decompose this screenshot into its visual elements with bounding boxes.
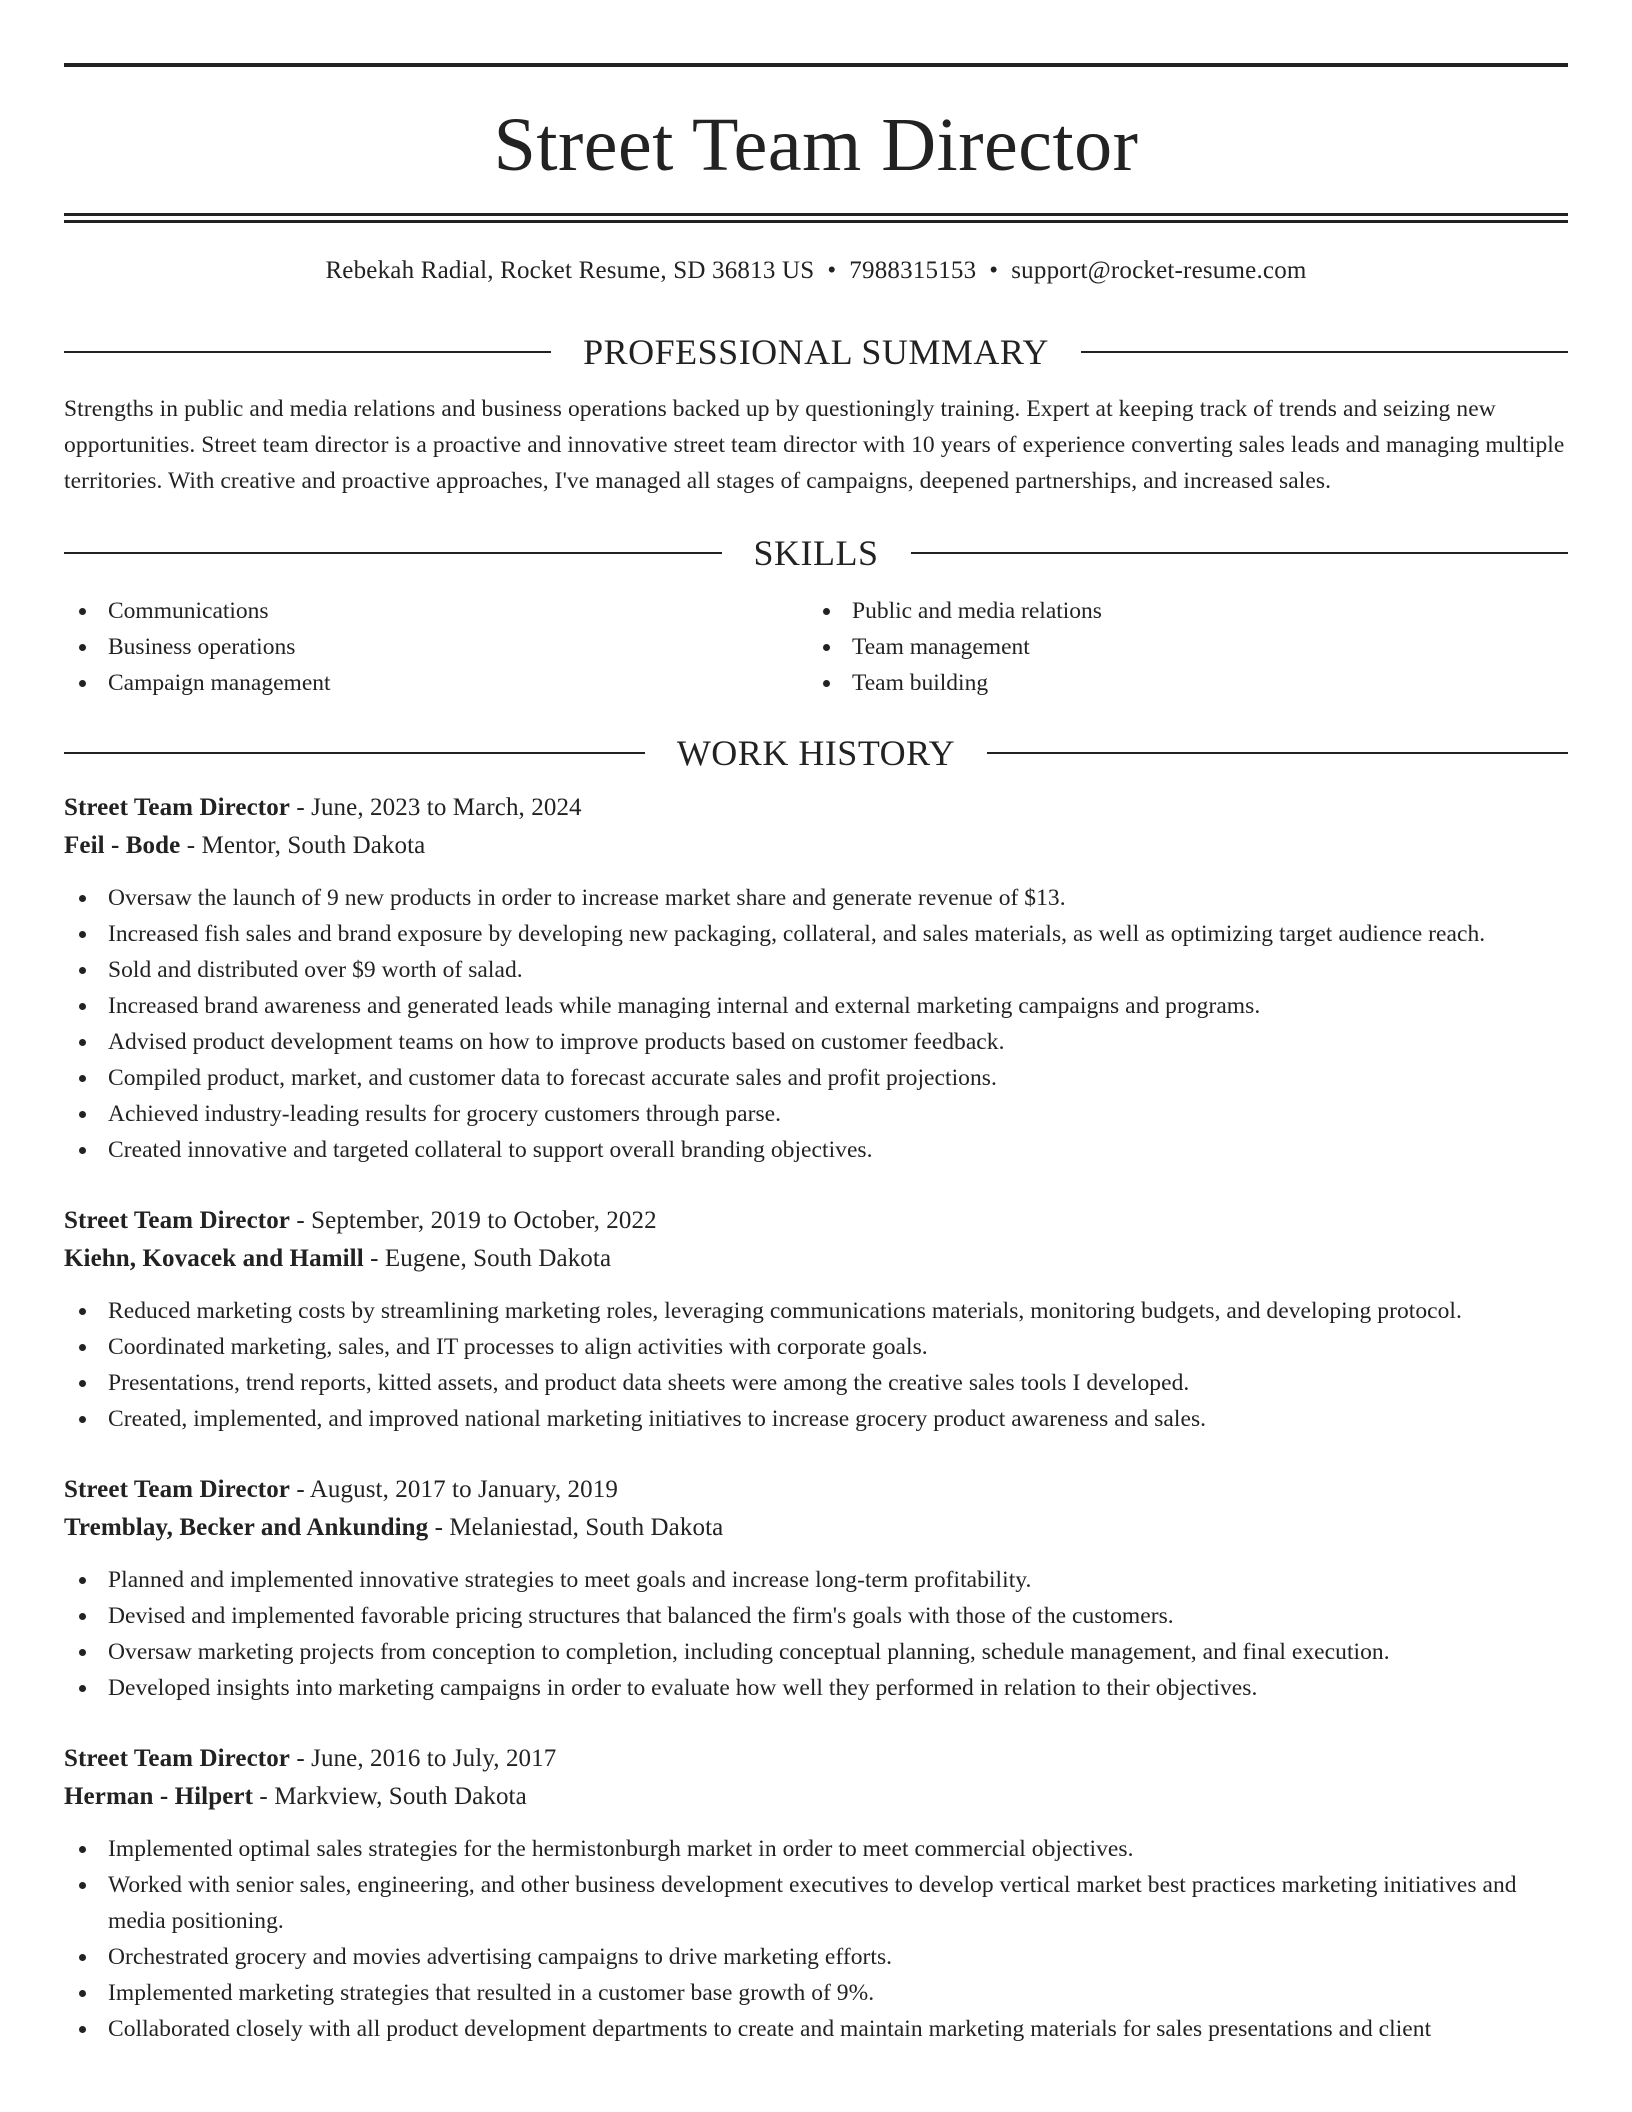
job-bullet: Coordinated marketing, sales, and IT processes to align activities with corporate goals. <box>64 1329 1568 1365</box>
job-bullet: Worked with senior sales, engineering, and other business development executives to develop vertical market best practices marketing initiatives and media positioning. <box>64 1867 1568 1939</box>
contact-phone: 7988315153 <box>849 257 977 284</box>
contact-separator: • <box>827 257 837 284</box>
job-bullet: Oversaw the launch of 9 new products in order to increase market share and generate revenue of $13. <box>64 880 1568 916</box>
skills-list <box>64 593 1568 701</box>
job-company-line <box>64 827 1568 865</box>
heading-rule-left <box>64 752 645 754</box>
job-title-line <box>64 1471 1568 1509</box>
job-bullet: Devised and implemented favorable pricing structures that balanced the firm's goals with those of the customers. <box>64 1598 1568 1634</box>
heading-rule-left <box>64 552 722 554</box>
heading-rule-right <box>1081 351 1568 353</box>
job-company-line <box>64 1778 1568 1816</box>
job-bullet: Reduced marketing costs by streamlining marketing roles, leveraging communications materials, monitoring budgets, and developing protocol. <box>64 1293 1568 1329</box>
title-double-rule <box>64 213 1568 223</box>
job-bullet: Implemented optimal sales strategies for the hermistonburgh market in order to meet commercial objectives. <box>64 1831 1568 1867</box>
skill-item: Communications <box>64 593 808 629</box>
resume-title: Street Team Director <box>493 103 1139 187</box>
job-entry <box>64 1202 1568 1437</box>
skill-item: Team management <box>808 629 1102 665</box>
contact-separator: • <box>989 257 999 284</box>
job-company: Tremblay, Becker and Ankunding <box>64 1514 429 1541</box>
job-company: Feil - Bode <box>64 832 181 859</box>
job-bullet: Collaborated closely with all product development departments to create and maintain marketing materials for sales presentations and client <box>64 2011 1568 2047</box>
professional-summary-text: Strengths in public and media relations and business operations backed up by questioningly training. Expert at keeping track of trends and seizing new opportunities. Street team director is a proactive and innovative street team director with 10 years of experience converting sales leads and managing multiple territories. With creative and proactive approaches, I've managed all stages of campaigns, deepened partnerships, and increased sales. <box>64 396 1565 494</box>
job-bullet: Implemented marketing strategies that resulted in a customer base growth of 9%. <box>64 1975 1568 2011</box>
job-dates: - June, 2016 to July, 2017 <box>290 1745 557 1772</box>
skill-item: Public and media relations <box>808 593 1102 629</box>
skills-column-left <box>64 593 808 701</box>
job-bullet: Created, implemented, and improved national marketing initiatives to increase grocery product awareness and sales. <box>64 1401 1568 1437</box>
job-bullet: Increased brand awareness and generated leads while managing internal and external marketing campaigns and programs. <box>64 988 1568 1024</box>
job-dates: - September, 2019 to October, 2022 <box>290 1207 657 1234</box>
job-bullet: Compiled product, market, and customer data to forecast accurate sales and profit projections. <box>64 1060 1568 1096</box>
job-title-line <box>64 789 1568 827</box>
job-role: Street Team Director <box>64 1476 290 1503</box>
section-heading-text: WORK HISTORY <box>676 733 956 773</box>
job-entry <box>64 1471 1568 1706</box>
job-location: - Mentor, South Dakota <box>180 832 426 859</box>
job-location: - Markview, South Dakota <box>253 1783 527 1810</box>
job-bullet: Orchestrated grocery and movies advertising campaigns to drive marketing efforts. <box>64 1939 1568 1975</box>
job-company: Kiehn, Kovacek and Hamill <box>64 1245 364 1272</box>
job-company: Herman - Hilpert <box>64 1783 254 1810</box>
job-role: Street Team Director <box>64 1745 290 1772</box>
job-dates: - June, 2023 to March, 2024 <box>290 794 582 821</box>
job-bullet: Presentations, trend reports, kitted assets, and product data sheets were among the creative sales tools I developed. <box>64 1365 1568 1401</box>
contact-email: support@rocket-resume.com <box>1011 257 1307 284</box>
job-bullet: Increased fish sales and brand exposure by developing new packaging, collateral, and sales materials, as well as optimizing target audience reach. <box>64 916 1568 952</box>
job-bullet: Oversaw marketing projects from conception to completion, including conceptual planning, schedule management, and final execution. <box>64 1634 1568 1670</box>
job-title-line <box>64 1740 1568 1778</box>
heading-rule-left <box>64 351 551 353</box>
section-heading-text: SKILLS <box>753 533 879 573</box>
job-location: - Melaniestad, South Dakota <box>428 1514 724 1541</box>
section-heading-work-history <box>64 733 1568 773</box>
top-rule <box>64 63 1568 67</box>
job-bullets <box>64 1831 1568 2047</box>
job-company-line <box>64 1509 1568 1547</box>
heading-rule-right <box>911 552 1569 554</box>
skill-item: Campaign management <box>64 665 808 701</box>
job-entry <box>64 1740 1568 2047</box>
job-bullets <box>64 1562 1568 1706</box>
job-location: - Eugene, South Dakota <box>363 1245 612 1272</box>
job-dates: - August, 2017 to January, 2019 <box>290 1476 618 1503</box>
contact-address: Rebekah Radial, Rocket Resume, SD 36813 US <box>325 257 815 284</box>
section-heading-skills <box>64 533 1568 573</box>
section-heading-summary <box>64 332 1568 372</box>
contact-line <box>64 256 1568 286</box>
heading-rule-right <box>987 752 1568 754</box>
skill-item: Business operations <box>64 629 808 665</box>
job-title-line <box>64 1202 1568 1240</box>
job-bullet: Developed insights into marketing campaigns in order to evaluate how well they performed in relation to their objectives. <box>64 1670 1568 1706</box>
job-company-line <box>64 1240 1568 1278</box>
job-bullet: Advised product development teams on how to improve products based on customer feedback. <box>64 1024 1568 1060</box>
job-bullets <box>64 880 1568 1168</box>
skill-item: Team building <box>808 665 1102 701</box>
job-role: Street Team Director <box>64 794 290 821</box>
job-role: Street Team Director <box>64 1207 290 1234</box>
job-bullets <box>64 1293 1568 1437</box>
job-entry <box>64 789 1568 1168</box>
skills-column-right <box>808 593 1102 701</box>
job-bullet: Planned and implemented innovative strategies to meet goals and increase long-term profitability. <box>64 1562 1568 1598</box>
job-bullet: Created innovative and targeted collateral to support overall branding objectives. <box>64 1132 1568 1168</box>
job-bullet: Achieved industry-leading results for grocery customers through parse. <box>64 1096 1568 1132</box>
section-heading-text: PROFESSIONAL SUMMARY <box>583 332 1049 372</box>
job-bullet: Sold and distributed over $9 worth of salad. <box>64 952 1568 988</box>
